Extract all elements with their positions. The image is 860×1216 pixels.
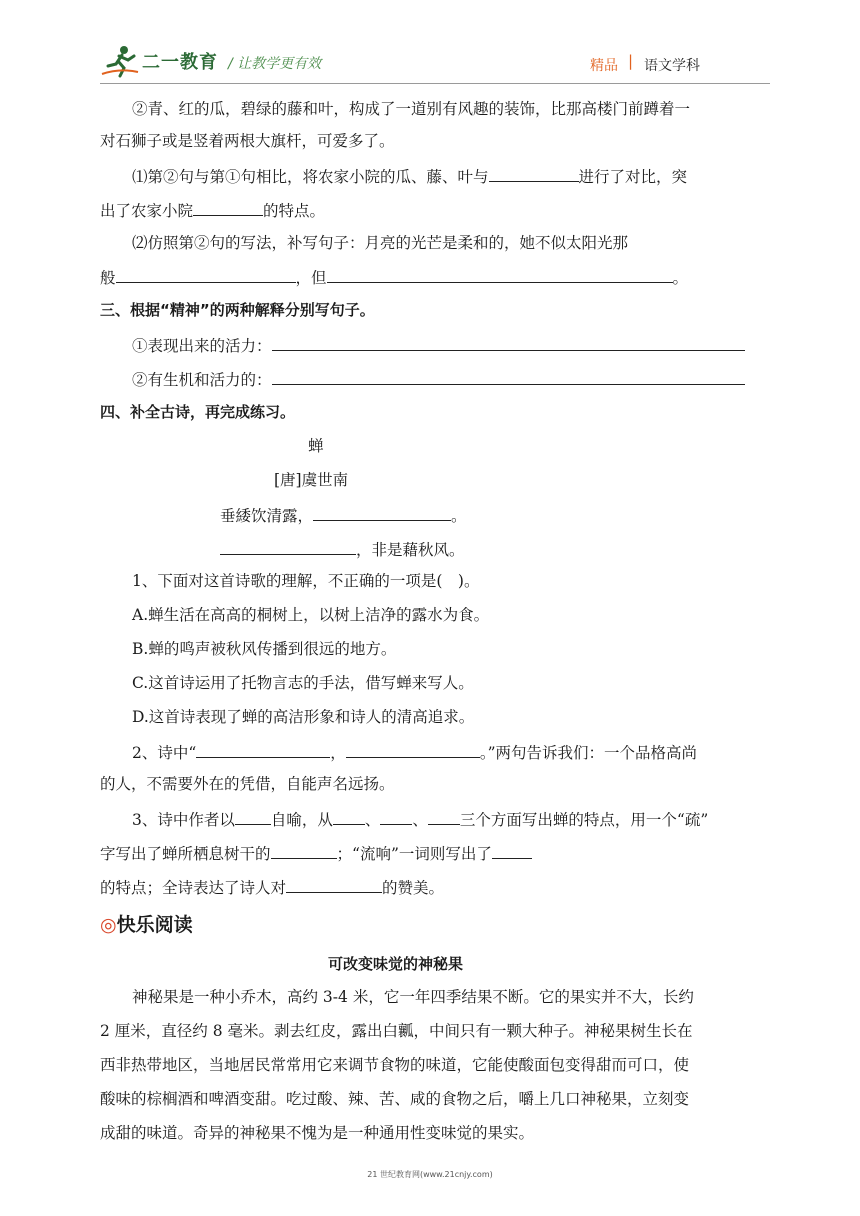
answer-blank[interactable] [271,842,337,859]
article-line: 酸味的棕榈酒和啤酒变甜。吃过酸、辣、苦、咸的食物之后，嚼上几口神秘果，立刻变 [100,1090,690,1108]
answer-blank[interactable] [272,334,745,351]
section-3-heading: 三、根据“精神”的两种解释分别写句子。 [100,301,375,319]
question-text: ， [330,744,346,762]
answer-blank[interactable] [333,808,365,825]
header-separator: | [628,52,634,70]
question-text: ；“流响”一词则写出了 [336,845,492,863]
poem-line-2 [220,538,465,560]
answer-blank[interactable] [380,808,412,825]
option-c[interactable]: C.这首诗运用了托物言志的手法，借写蝉来写人。 [132,674,474,692]
section-3-item-1 [132,334,745,356]
option-a[interactable]: A.蝉生活在高高的桐树上，以树上洁净的露水为食。 [132,606,490,624]
exercise-2-cont: 的人，不需要外在的凭借，自能声名远扬。 [100,775,395,793]
option-b[interactable]: B.蝉的鸣声被秋风传播到很远的地方。 [132,640,397,658]
answer-blank[interactable] [313,504,451,521]
page-header [100,44,770,82]
question-text: 2、诗中“ [132,744,197,762]
section-3-item-2 [132,368,745,390]
article-line: 神秘果是一种小乔木，高约 3-4 米，它一年四季结果不断。它的果实并不大，长约 [132,988,694,1006]
answer-blank[interactable] [492,842,532,859]
question-2: ⑵仿照第②句的写法，补写句子：月亮的光芒是柔和的，她不似太阳光那 [132,234,629,252]
question-1-cont [100,199,325,221]
exercise-3 [132,808,708,830]
item-label: ①表现出来的活力： [132,337,272,355]
answer-blank[interactable] [286,876,382,893]
passage-line: ②青、红的瓜，碧绿的藤和叶，构成了一道别有风趣的装饰，比那高楼门前蹲着一 [132,100,691,118]
question-text: 进行了对比，突 [578,168,688,186]
answer-blank[interactable] [235,808,271,825]
runner-logo-icon [100,44,140,78]
answer-blank[interactable] [327,266,673,283]
question-text: 的赞美。 [382,879,445,897]
question-2-cont [100,266,688,288]
article-line: 西非热带地区，当地居民常常用它来调节食物的味道，它能使酸面包变得甜而可口，使 [100,1056,690,1074]
question-text: ，但 [295,269,327,287]
page-footer[interactable]: 21 世纪教育网(www.21cnjy.com) [367,1170,493,1179]
poem-line-1 [220,504,467,526]
question-text: 字写出了蝉所栖息树干的 [100,845,271,863]
bullseye-icon: ◎ [100,914,117,936]
question-text: 出了农家小院 [100,202,194,220]
poem-text: ，非是藉秋风。 [356,541,465,559]
site-logo[interactable] [100,44,218,78]
subject-label: 语文学科 [644,58,700,74]
answer-blank[interactable] [272,368,745,385]
exercise-3-cont2 [100,876,444,898]
article-line: 2 厘米，直径约 8 毫米。剥去红皮，露出白瓤，中间只有一颗大种子。神秘果树生长在 [100,1022,693,1040]
question-text: ⑴第②句与第①句相比，将农家小院的瓜、藤、叶与 [132,168,489,186]
question-text: 的特点。 [263,202,326,220]
article-line: 成甜的味道。奇异的神秘果不愧为是一种通用性变味觉的果实。 [100,1124,535,1142]
logo-text: 二一教育 [142,52,218,73]
question-text: 3、诗中作者以 [132,811,235,829]
question-1 [132,165,687,187]
quality-badge: 精品 [590,58,618,74]
question-text: 般 [100,269,116,287]
answer-blank[interactable] [489,165,579,182]
question-text: 、 [412,811,428,829]
reading-heading [100,913,193,937]
poem-text: 垂緌饮清露， [220,507,314,525]
article-title: 可改变味觉的神秘果 [328,955,464,973]
header-divider [100,83,770,84]
reading-heading-text: 快乐阅读 [116,914,193,936]
question-text: 自喻，从 [270,811,333,829]
exercise-1: 1、下面对这首诗歌的理解，不正确的一项是( )。 [132,572,480,590]
answer-blank[interactable] [196,741,330,758]
exercise-3-cont [100,842,532,864]
question-text: 、 [364,811,381,829]
passage-line: 对石狮子或是竖着两根大旗杆，可爱多了。 [100,132,395,150]
answer-blank[interactable] [346,741,480,758]
answer-blank[interactable] [220,538,356,555]
poem-text: 。 [451,507,467,525]
slogan: / 让教学更有效 [228,56,322,72]
section-4-heading: 四、补全古诗，再完成练习。 [100,403,296,421]
question-text: 的特点；全诗表达了诗人对 [100,879,287,897]
exercise-2 [132,741,697,763]
question-text: 三个方面写出蝉的特点，用一个“疏” [459,811,709,829]
answer-blank[interactable] [193,199,263,216]
answer-blank[interactable] [116,266,296,283]
item-label: ②有生机和活力的： [132,371,272,389]
poem-author: [唐]虞世南 [274,471,349,489]
answer-blank[interactable] [428,808,460,825]
question-text: 。”两句告诉我们：一个品格高尚 [479,744,697,762]
poem-title: 蝉 [308,437,324,455]
question-text: 。 [672,269,689,287]
option-d[interactable]: D.这首诗表现了蝉的高洁形象和诗人的清高追求。 [132,708,475,726]
